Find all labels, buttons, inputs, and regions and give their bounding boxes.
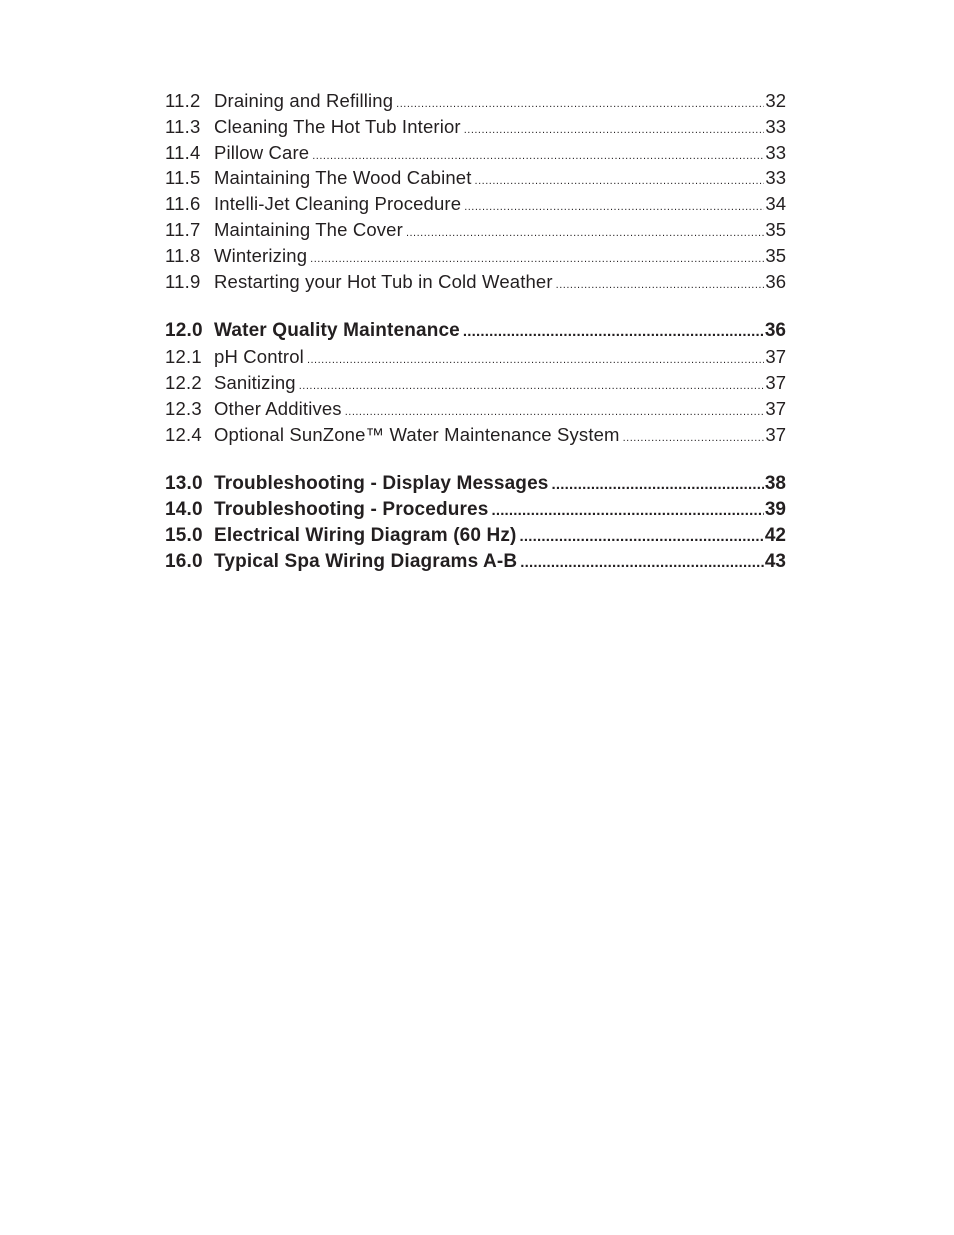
entry-number: 12.1: [165, 346, 202, 368]
toc-section-heading[interactable]: [165, 497, 786, 523]
toc-group-section-12: [165, 318, 786, 447]
entry-page-number: 35: [765, 218, 786, 240]
dot-leader: [520, 550, 764, 576]
entry-number: 11.8: [165, 244, 201, 266]
entry-title: pH Control: [214, 346, 304, 368]
entry-number: 11.5: [165, 167, 201, 189]
entry-title: Intelli-Jet Cleaning Procedure: [214, 193, 462, 215]
dot-leader: [463, 319, 764, 345]
entry-page-number: 38: [764, 473, 786, 495]
entry-number: 11.4: [165, 141, 201, 163]
entry-page-number: 37: [765, 346, 786, 368]
entry-number: 15.0: [165, 524, 203, 546]
table-of-contents: [165, 88, 786, 575]
dot-leader: [307, 348, 764, 374]
entry-title: Other Additives: [214, 397, 342, 419]
entry-page-number: 42: [764, 524, 786, 546]
entry-page-number: 37: [765, 371, 786, 393]
entry-number: 11.3: [165, 115, 201, 137]
entry-number: 13.0: [165, 473, 203, 495]
entry-title: Restarting your Hot Tub in Cold Weather: [214, 270, 553, 292]
entry-title: Troubleshooting - Procedures: [214, 499, 489, 521]
entry-number: 11.6: [165, 193, 201, 215]
entry-page-number: 36: [765, 270, 786, 292]
entry-page-number: 32: [765, 90, 786, 111]
toc-section-heading[interactable]: [165, 318, 786, 344]
entry-number: 11.7: [165, 218, 201, 240]
entry-page-number: 43: [764, 550, 786, 572]
toc-entry[interactable]: [165, 422, 786, 448]
entry-number: 14.0: [165, 499, 203, 521]
entry-title: Water Quality Maintenance: [214, 320, 460, 342]
entry-number: 12.4: [165, 423, 202, 445]
entry-page-number: 33: [765, 141, 786, 163]
entry-title: Maintaining The Cover: [214, 218, 403, 240]
toc-section-heading[interactable]: [165, 471, 786, 497]
entry-title: Typical Spa Wiring Diagrams A-B: [214, 550, 518, 572]
entry-number: 12.3: [165, 397, 202, 419]
entry-page-number: 39: [764, 499, 786, 521]
entry-page-number: 37: [765, 423, 786, 445]
toc-group-section-11: [165, 88, 786, 294]
entry-title: Sanitizing: [214, 371, 296, 393]
entry-page-number: 34: [765, 193, 786, 215]
entry-page-number: 36: [764, 320, 786, 342]
dot-leader: [491, 498, 763, 524]
dot-leader: [406, 221, 764, 247]
toc-entry[interactable]: [165, 217, 786, 243]
entry-title: Pillow Care: [214, 141, 310, 163]
entry-page-number: 33: [765, 167, 786, 189]
toc-section-heading[interactable]: [165, 549, 786, 575]
toc-entry[interactable]: [165, 165, 786, 191]
dot-leader: [299, 374, 765, 400]
entry-title: Cleaning The Hot Tub Interior: [214, 115, 461, 137]
toc-entry[interactable]: [165, 191, 786, 217]
dot-leader: [520, 524, 764, 550]
dot-leader: [552, 472, 764, 498]
toc-entry[interactable]: [165, 88, 786, 114]
toc-section-heading[interactable]: [165, 523, 786, 549]
toc-group-sections-13-16: [165, 471, 786, 574]
entry-title: Draining and Refilling: [214, 90, 394, 111]
dot-leader: [623, 426, 765, 452]
toc-entry[interactable]: [165, 269, 786, 295]
toc-entry[interactable]: [165, 114, 786, 140]
entry-number: 11.2: [165, 90, 201, 111]
dot-leader: [464, 118, 765, 144]
entry-title: Troubleshooting - Display Messages: [214, 473, 549, 495]
entry-number: 16.0: [165, 550, 203, 572]
entry-page-number: 37: [765, 397, 786, 419]
toc-entry[interactable]: [165, 370, 786, 396]
entry-page-number: 33: [765, 115, 786, 137]
entry-number: 12.0: [165, 320, 203, 342]
entry-number: 12.2: [165, 371, 202, 393]
dot-leader: [464, 195, 764, 221]
entry-title: Optional SunZone™ Water Maintenance System: [214, 423, 620, 445]
entry-title: Electrical Wiring Diagram (60 Hz): [214, 524, 517, 546]
dot-leader: [556, 273, 765, 299]
entry-title: Maintaining The Wood Cabinet: [214, 167, 472, 189]
dot-leader: [475, 169, 765, 195]
entry-page-number: 35: [765, 244, 786, 266]
entry-number: 11.9: [165, 270, 201, 292]
toc-entry[interactable]: [165, 243, 786, 269]
toc-entry[interactable]: [165, 396, 786, 422]
toc-entry[interactable]: [165, 344, 786, 370]
entry-title: Winterizing: [214, 244, 308, 266]
toc-entry[interactable]: [165, 140, 786, 166]
